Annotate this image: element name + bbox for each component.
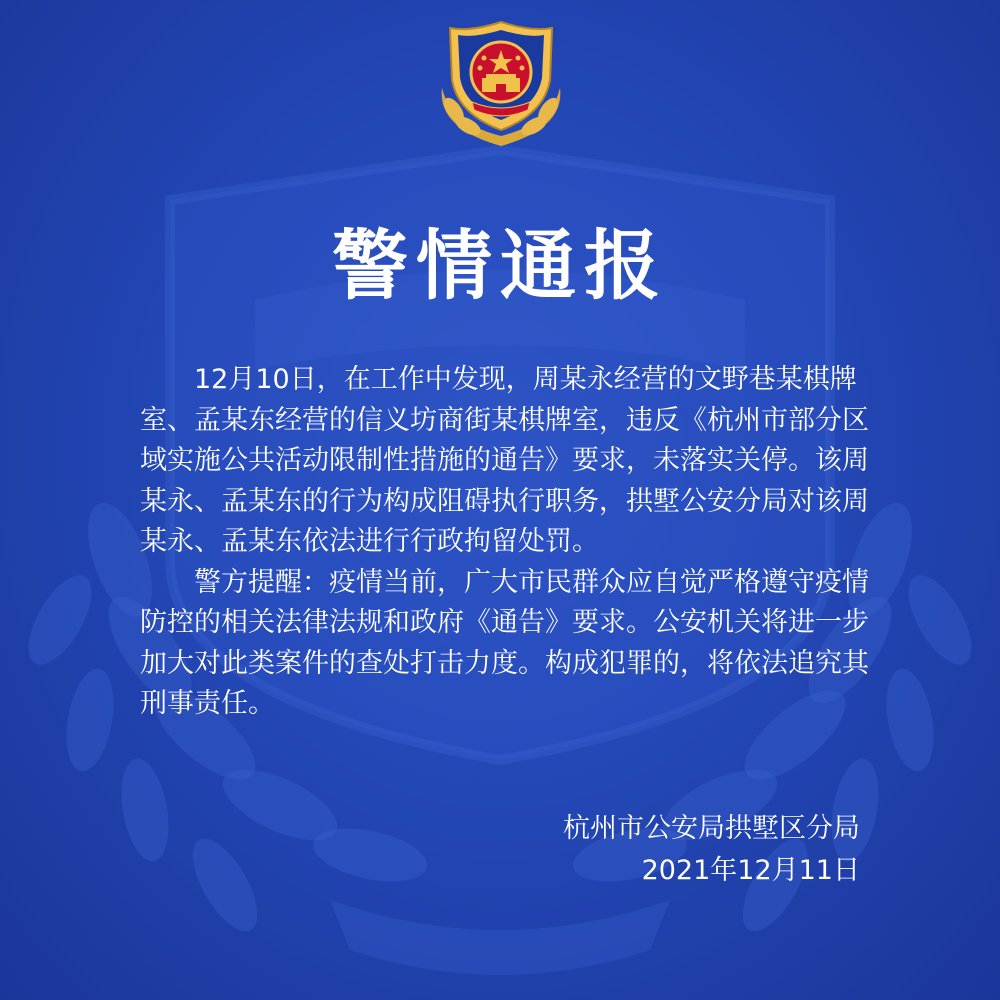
notice-body — [140, 360, 870, 725]
notice-title: 警情通报 — [332, 221, 668, 310]
signature-block — [563, 808, 860, 892]
notice-paragraph-2: 警方提醒：疫情当前，广大市民群众应自觉严格遵守疫情防控的相关法律法规和政府《通告》要求。公安机关将进一步加大对此类案件的查处打击力度。构成犯罪的，将依法追究其刑事责任。 — [140, 566, 869, 719]
police-emblem-icon — [432, 18, 570, 148]
notice-paragraph-1: 12月10日，在工作中发现，周某永经营的文野巷某棋牌室、孟某东经营的信义坊商街某棋牌室，违反《杭州市部分区域实施公共活动限制性措施的通告》要求，未落实关停。该周某永、孟某东的行为构成阻碍执行职务，拱墅公安分局对该周某永、孟某东依法进行行政拘留处罚。 — [140, 364, 869, 557]
issuer-name: 杭州市公安局拱墅区分局 — [563, 813, 860, 844]
issue-date: 2021年12月11日 — [641, 855, 860, 886]
